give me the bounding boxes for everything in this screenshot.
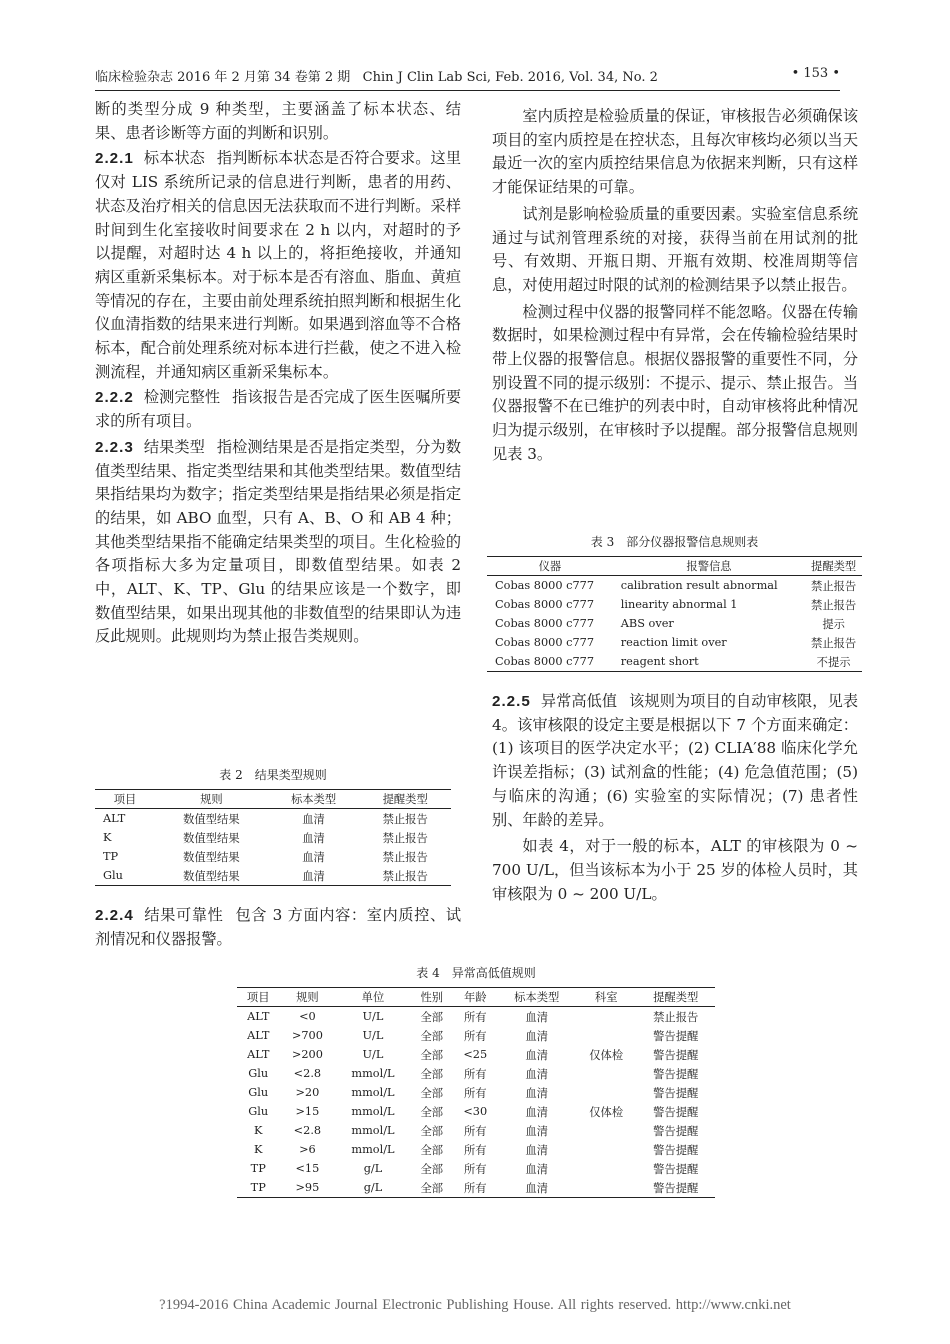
cell — [576, 1121, 636, 1140]
cell: linearity abnormal 1 — [620, 598, 738, 611]
cell: 血清 — [302, 850, 325, 864]
cell — [576, 1140, 636, 1159]
section-title: 异常高低值 — [540, 692, 618, 710]
cell: Cobas 8000 c777 — [495, 579, 595, 592]
cell: 提示 — [822, 617, 845, 631]
section-text: 指该报告是否完成了医生医嘱所要求的所有项目。 — [95, 388, 462, 431]
table-row — [95, 809, 451, 829]
cell: 全部 — [420, 1086, 444, 1100]
cell: mmol/L — [351, 1143, 395, 1156]
cell: 血清 — [525, 1162, 548, 1176]
cell: 警告提醒 — [653, 1143, 699, 1157]
cell: 血清 — [268, 866, 360, 886]
journal-info — [95, 66, 658, 85]
paragraph: 如表 4，对于一般的标本，ALT 的审核限为 0 ~ 700 U/L，但当该标本为小于 25 岁的体检人员时，其审核限为 0 ~ 200 U/L。 — [492, 837, 858, 903]
cell: >700 — [291, 1029, 323, 1042]
section-2-2-5 — [492, 690, 858, 832]
cell: K — [254, 1143, 263, 1156]
cell: 所有 — [463, 1029, 487, 1043]
column-header: 报警信息 — [613, 557, 805, 576]
table-2-grid — [95, 789, 451, 886]
table-4 — [237, 964, 715, 1198]
section-2-2-1 — [95, 147, 461, 384]
table-row — [487, 652, 862, 672]
column-header: 年龄 — [453, 988, 497, 1007]
cell: 血清 — [525, 1067, 548, 1081]
cell: 血清 — [525, 1105, 548, 1119]
cell: TP — [237, 1178, 279, 1198]
cell: >20 — [295, 1086, 320, 1099]
section-title: 检测完整性 — [143, 388, 221, 407]
cell: 数值型结果 — [183, 850, 240, 864]
table-row — [487, 633, 862, 652]
table-2 — [95, 766, 451, 886]
cell: K — [103, 831, 112, 844]
column-header: 提醒类型 — [636, 988, 715, 1007]
table-caption: 表 2 结果类型规则 — [219, 768, 327, 782]
section-title: 结果可靠性 — [143, 906, 224, 924]
cell: mmol/L — [351, 1105, 395, 1118]
column-header: 提醒类型 — [359, 790, 451, 809]
table-row — [95, 866, 451, 886]
cell: >200 — [291, 1048, 323, 1061]
left-column — [95, 98, 461, 649]
cell: 血清 — [302, 812, 325, 826]
cell: 警告提醒 — [653, 1162, 699, 1176]
section-number: 2.2.3 — [95, 438, 134, 456]
column-header: 单位 — [335, 988, 410, 1007]
right-column — [492, 105, 858, 467]
copyright-footer: ?1994-2016 China Academic Journal Electronic Publishing House. All rights reserved. http://www.cnki.net — [159, 1297, 791, 1313]
cell: TP — [103, 850, 119, 863]
section-text: 包含 3 方面内容：室内质控、试剂情况和仪器报警。 — [95, 906, 462, 948]
cell: ALT — [247, 1010, 270, 1023]
cell: mmol/L — [351, 1124, 395, 1137]
cell: K — [254, 1124, 263, 1137]
cell: <15 — [295, 1162, 320, 1175]
paragraph: 试剂是影响检验质量的重要因素。实验室信息系统通过与试剂管理系统的对接，获得当前在用试剂的批号、有效期、开瓶日期、开瓶有效期、校准周期等信息，对使用超过时限的试剂的检测结果予以禁止报告。 — [492, 204, 858, 294]
column-header: 标本类型 — [268, 790, 360, 809]
cell: 所有 — [463, 1143, 487, 1157]
table-caption: 表 4 异常高低值规则 — [416, 966, 536, 980]
table-row — [237, 1007, 715, 1027]
cell: g/L — [363, 1162, 383, 1175]
table-row — [487, 576, 862, 596]
cell: calibration result abnormal — [620, 579, 778, 592]
cell: 所有 — [463, 1086, 487, 1100]
column-header: 规则 — [279, 988, 335, 1007]
cell: <2.8 — [293, 1067, 322, 1080]
cell: 所有 — [453, 1178, 497, 1198]
cell: Cobas 8000 c777 — [495, 636, 595, 649]
cell: mmol/L — [351, 1067, 395, 1080]
cell: Glu — [95, 866, 155, 886]
cell: 禁止报告 — [359, 866, 451, 886]
cell: 血清 — [525, 1086, 548, 1100]
left-column-bottom — [95, 902, 461, 951]
cell: <0 — [299, 1010, 316, 1023]
cell: 全部 — [420, 1162, 444, 1176]
cell: 全部 — [420, 1067, 444, 1081]
cell: 仅体检 — [589, 1105, 624, 1119]
cell: 血清 — [302, 831, 325, 845]
cell: 全部 — [420, 1124, 444, 1138]
cell: 禁止报告 — [653, 1010, 699, 1024]
section-title: 结果类型 — [143, 437, 205, 456]
section-number: 2.2.5 — [492, 693, 531, 710]
cell: g/L — [335, 1178, 410, 1198]
cell: 所有 — [463, 1162, 487, 1176]
cell: 警告提醒 — [653, 1048, 699, 1062]
table-row — [237, 1121, 715, 1140]
cell — [576, 1026, 636, 1045]
cell: 警告提醒 — [653, 1029, 699, 1043]
right-column-bottom — [492, 688, 858, 906]
cell: Cobas 8000 c777 — [495, 617, 595, 630]
table-row — [237, 1159, 715, 1178]
section-text: 指判断标本状态是否符合要求。这里仅对 LIS 系统所记录的信息进行判断，患者的用药、状态及治疗相关的信息因无法获取而不进行判断。采样时间到生化室接收时间要求在 2 h 以内，对超时的予以提醒，对超时达 4 h 以上的，将拒绝接收，并通知病区重新采集标本。对于标本是否有溶血、脂血、黄疸等情况的存在，主要由前处理系统拍照判断和根据生化仪血清指数的结果来进行判断。如果遇到溶血等不合格标本，配合前处理系统对标本进行拦截，使之不进入检测流程，并通知病区重新采集标本。 — [95, 149, 462, 381]
paragraph: 检测过程中仪器的报警同样不能忽略。仪器在传输数据时，如果检测过程中有异常，会在传输检验结果时带上仪器的报警信息。根据仪器报警的重要性不同，分别设置不同的提示级别：不提示、提示、禁止报告。当仪器报警不在已维护的列表中时，自动审核将此种情况归为提示级别，在审核时予以提醒。部分报警信息规则见表 3。 — [492, 302, 858, 463]
cell: 禁止报告 — [382, 831, 428, 845]
table-row — [237, 1178, 715, 1198]
cell: Glu — [248, 1067, 269, 1080]
cell: U/L — [362, 1048, 384, 1061]
cell: 血清 — [525, 1048, 548, 1062]
cell: <25 — [463, 1048, 488, 1061]
page-number: • 153 • — [791, 66, 840, 81]
cell: Glu — [248, 1086, 269, 1099]
table-row — [95, 828, 451, 847]
cell: 全部 — [420, 1029, 444, 1043]
cell: 全部 — [420, 1143, 444, 1157]
cell: 血清 — [497, 1178, 576, 1198]
table-row — [487, 614, 862, 633]
cell: 全部 — [411, 1178, 453, 1198]
table-row — [237, 1026, 715, 1045]
table-row — [237, 1064, 715, 1083]
cell — [576, 1064, 636, 1083]
cell: <30 — [463, 1105, 488, 1118]
table-row — [237, 1102, 715, 1121]
section-2-2-4 — [95, 904, 461, 951]
cell: U/L — [362, 1029, 384, 1042]
column-header: 项目 — [95, 790, 155, 809]
table-row — [237, 1083, 715, 1102]
cell: 数值型结果 — [183, 812, 240, 826]
cell: 数值型结果 — [183, 831, 240, 845]
cell: >95 — [279, 1178, 335, 1198]
cell: 禁止报告 — [811, 598, 857, 612]
cell — [576, 1178, 636, 1198]
section-text: 该规则为项目的自动审核限，见表 4。该审核限的设定主要是根据以下 7 个方面来确定：(1) 该项目的医学决定水平；(2) CLIA′88 临床化学允许误差指标；(3) 试剂盒的性能；(4) 危急值范围；(5) 与临床的沟通；(6) 实验室的实际情况；(7) 患者性别、年龄的差异。 — [492, 692, 859, 829]
cell: 血清 — [525, 1029, 548, 1043]
cell: 警告提醒 — [636, 1178, 715, 1198]
column-header: 项目 — [237, 988, 279, 1007]
cell: Glu — [248, 1105, 269, 1118]
cell: >6 — [299, 1143, 316, 1156]
cell: 全部 — [420, 1105, 444, 1119]
section-text: 指检测结果是否是指定类型，分为数值类型结果、指定类型结果和其他类型结果。数值型结果指结果均为数字；指定类型结果是指结果必须是指定的结果，如 ABO 血型，只有 A、B、O 和 AB 4 种；其他类型结果指不能确定结果类型的项目。生化检验的各项指标大多为定量项目，即数值型结果。如表 2 中，ALT、K、TP、Glu 的结果应该是一个数字，即数值型结果，如果出现其他的非数值型的结果即认为违反此规则。此规则均为禁止报告类规则。 — [95, 437, 462, 646]
cell: 警告提醒 — [653, 1067, 699, 1081]
section-number: 2.2.4 — [95, 907, 134, 924]
table-4-grid — [237, 987, 715, 1198]
column-header: 标本类型 — [497, 988, 576, 1007]
paragraph: 室内质控是检验质量的保证，审核报告必须确保该项目的室内质控是在控状态，且每次审核均必须以当天最近一次的室内质控结果信息为依据来判断，只有这样才能保证结果的可靠。 — [492, 107, 858, 197]
column-header: 仪器 — [487, 557, 613, 576]
cell: TP — [250, 1162, 266, 1175]
cell: reaction limit over — [620, 636, 727, 649]
cell: >15 — [295, 1105, 320, 1118]
cell: <2.8 — [293, 1124, 322, 1137]
column-header: 性别 — [411, 988, 453, 1007]
cell: Cobas 8000 c777 — [495, 598, 595, 611]
cell: 禁止报告 — [811, 579, 857, 593]
cell: 所有 — [463, 1124, 487, 1138]
cell: 所有 — [463, 1067, 487, 1081]
section-number: 2.2.1 — [95, 150, 134, 168]
paragraph: 断的类型分成 9 种类型，主要涵盖了标本状态、结果、患者诊断等方面的判断和识别。 — [95, 100, 461, 142]
cell: 警告提醒 — [653, 1105, 699, 1119]
header-rule — [95, 90, 840, 91]
cell: 仅体检 — [589, 1048, 624, 1062]
cell — [576, 1083, 636, 1102]
cell: 数值型结果 — [155, 866, 268, 886]
cell: 所有 — [463, 1010, 487, 1024]
column-header: 规则 — [155, 790, 268, 809]
cell — [576, 1007, 636, 1027]
table-row — [95, 847, 451, 866]
cell: 全部 — [420, 1010, 444, 1024]
cell: reagent short — [613, 652, 805, 672]
cell: ALT — [247, 1048, 270, 1061]
journal-title-en: Chin J Clin Lab Sci, Feb. 2016, Vol. 34, No. 2 — [362, 70, 658, 85]
journal-title-cn: 临床检验杂志 2016 年 2 月第 34 卷第 2 期 — [95, 70, 351, 85]
cell: 禁止报告 — [382, 850, 428, 864]
cell: 血清 — [525, 1010, 548, 1024]
column-header: 科室 — [576, 988, 636, 1007]
cell: 禁止报告 — [811, 636, 857, 650]
cell: ALT — [247, 1029, 270, 1042]
table-row — [237, 1140, 715, 1159]
table-row — [487, 595, 862, 614]
cell — [576, 1159, 636, 1178]
cell: mmol/L — [351, 1086, 395, 1099]
section-title: 标本状态 — [143, 149, 205, 168]
cell: 不提示 — [805, 652, 862, 672]
cell: Cobas 8000 c777 — [487, 652, 613, 672]
section-2-2-2 — [95, 386, 461, 433]
running-header — [95, 66, 840, 92]
column-header: 提醒类型 — [805, 557, 862, 576]
section-number: 2.2.2 — [95, 389, 134, 407]
cell: U/L — [362, 1010, 384, 1023]
cell: ALT — [103, 812, 126, 825]
table-3 — [487, 533, 862, 672]
cell: ABS over — [620, 617, 674, 630]
table-caption: 表 3 部分仪器报警信息规则表 — [590, 535, 759, 549]
table-row — [237, 1045, 715, 1064]
cell: 血清 — [525, 1143, 548, 1157]
section-2-2-3 — [95, 436, 461, 649]
cell: 血清 — [525, 1124, 548, 1138]
cell: 全部 — [420, 1048, 444, 1062]
cell: 禁止报告 — [382, 812, 428, 826]
cell: 警告提醒 — [653, 1086, 699, 1100]
table-3-grid — [487, 556, 862, 672]
cell: 警告提醒 — [653, 1124, 699, 1138]
